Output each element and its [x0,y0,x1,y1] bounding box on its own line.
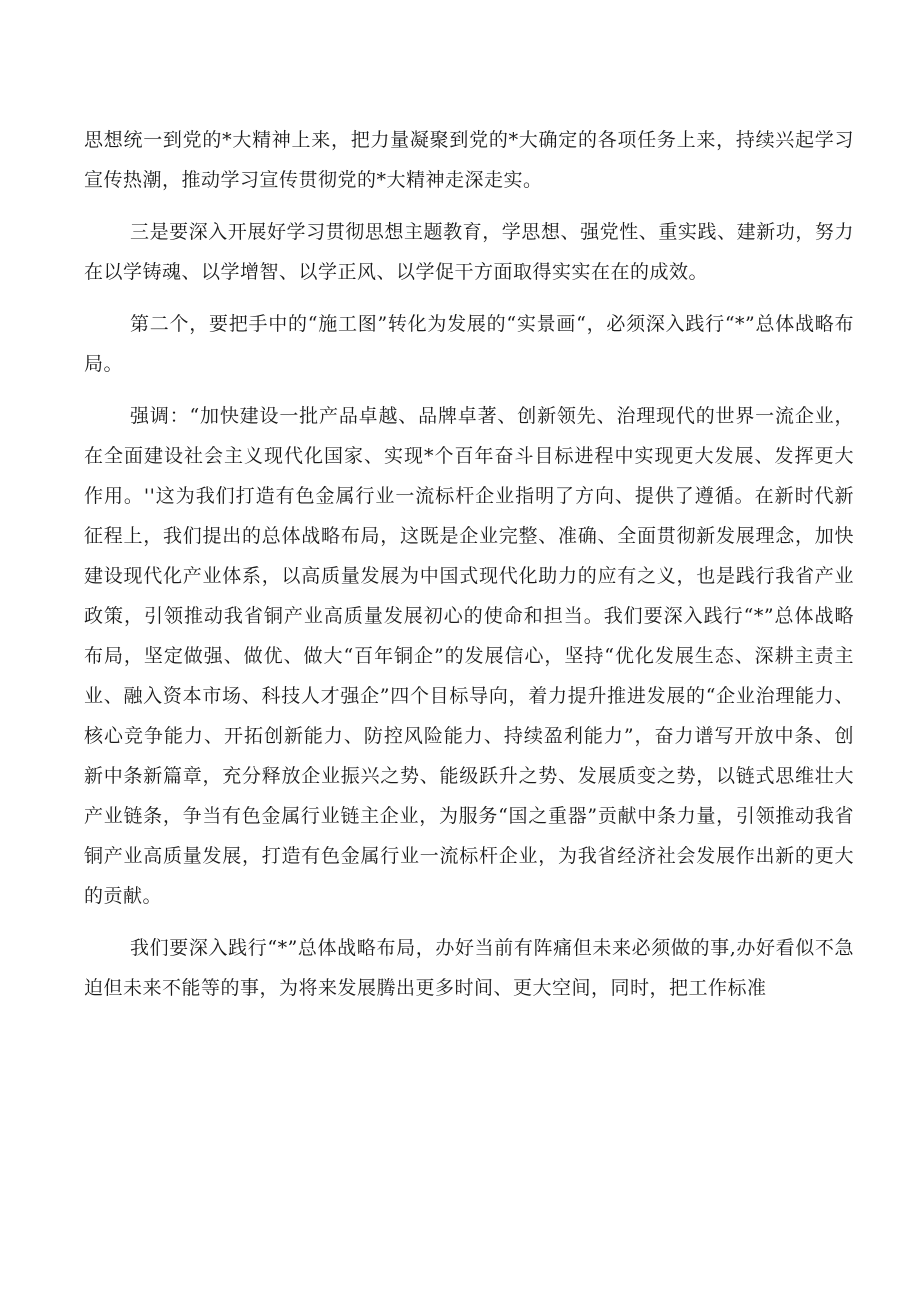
paragraph-1: 思想统一到党的*大精神上来，把力量凝聚到党的*大确定的各项任务上来，持续兴起学习宣传热潮，推动学习宣传贯彻党的*大精神走深走实。 [84,129,854,191]
paragraph-5: 我们要深入践行“*”总体战略布局，办好当前有阵痛但未来必须做的事,办好看似不急迫但未来不能等的事，为将来发展腾出更多时间、更大空间，同时，把工作标准 [84,937,854,999]
document-body [84,120,854,1020]
paragraph-3: 第二个，要把手中的“施工图”转化为发展的“实景画“，必须深入践行“*”总体战略布局。 [84,313,854,375]
paragraph-2: 三是要深入开展好学习贯彻思想主题教育，学思想、强党性、重实践、建新功，努力在以学铸魂、以学增智、以学正风、以学促干方面取得实实在在的成效。 [84,221,854,283]
paragraph-4: 强调：“加快建设一批产品卓越、品牌卓著、创新领先、治理现代的世界一流企业，在全面建设社会主义现代化国家、实现*个百年奋斗目标进程中实现更大发展、发挥更大作用。''这为我们打造有色金属行业一流标杆企业指明了方向、提供了遵循。在新时代新征程上，我们提出的总体战略布局，这既是企业完整、准确、全面贯彻新发展理念，加快建设现代化产业体系，以高质量发展为中国式现代化助力的应有之义，也是践行我省产业政策，引领推动我省铜产业高质量发展初心的使命和担当。我们要深入践行“*”总体战略布局，坚定做强、做优、做大“百年铜企”的发展信心，坚持“优化发展生态、深耕主责主业、融入资本市场、科技人才强企”四个目标导向，着力提升推进发展的“企业治理能力、核心竞争能力、开拓创新能力、防控风险能力、持续盈利能力”，奋力谱写开放中条、创新中条新篇章，充分释放企业振兴之势、能级跃升之势、发展质变之势，以链式思维壮大产业链条，争当有色金属行业链主企业，为服务“国之重器”贡献中条力量，引领推动我省铜产业高质量发展，打造有色金属行业一流标杆企业，为我省经济社会发展作出新的更大的贡献。 [84,405,854,907]
